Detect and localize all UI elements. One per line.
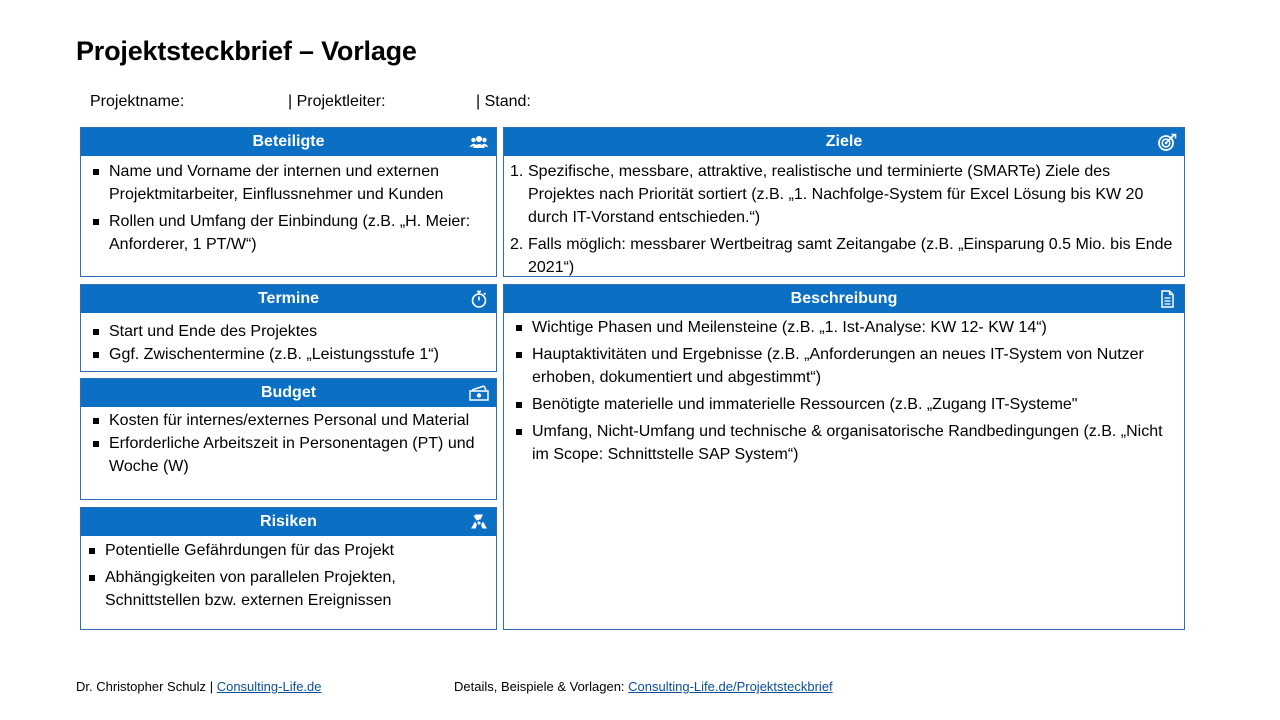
list-item: Umfang, Nicht-Umfang und technische & organisatorische Randbedingungen (z.B. „Nicht im Scope: Schnittstelle SAP System“) xyxy=(514,420,1176,466)
risiken-box xyxy=(80,507,497,630)
stopwatch-icon xyxy=(469,290,489,308)
author-name: Dr. Christopher Schulz xyxy=(76,679,207,694)
list-item: Start und Ende des Projektes xyxy=(91,320,488,343)
money-icon xyxy=(469,384,489,402)
footer-separator: | xyxy=(209,679,214,694)
details-link[interactable]: Consulting-Life.de/Projektsteckbrief xyxy=(628,679,833,694)
beteiligte-title: Beteiligte xyxy=(252,133,325,150)
beschreibung-header xyxy=(504,285,1184,313)
list-item: Ggf. Zwischentermine (z.B. „Leistungsstufe 1“) xyxy=(91,343,488,366)
beschreibung-title: Beschreibung xyxy=(790,290,898,307)
footer-author xyxy=(76,679,322,694)
people-icon xyxy=(469,133,489,151)
radiation-icon xyxy=(469,513,489,531)
budget-title: Budget xyxy=(260,384,317,401)
beteiligte-list xyxy=(91,160,488,256)
list-item: Hauptaktivitäten und Ergebnisse (z.B. „Anforderungen an neues IT-System von Nutzer erhoben, dokumentiert und abgestimmt“) xyxy=(514,343,1176,389)
projektname-label: Projektname: xyxy=(90,93,185,110)
ziele-header xyxy=(504,128,1184,156)
list-item xyxy=(510,160,1176,229)
beteiligte-box xyxy=(80,127,497,277)
details-label: Details, Beispiele & Vorlagen: xyxy=(454,679,625,694)
list-item: Abhängigkeiten von parallelen Projekten, Schnittstellen bzw. externen Ereignissen xyxy=(87,566,488,612)
termine-title: Termine xyxy=(257,290,320,307)
document-icon xyxy=(1157,290,1177,308)
list-item: Name und Vorname der internen und externen Projektmitarbeiter, Einflussnehmer und Kunden xyxy=(91,160,488,206)
beteiligte-header xyxy=(81,128,496,156)
footer-details xyxy=(454,679,833,694)
list-text: Spezifische, messbare, attraktive, realistische und terminierte (SMARTe) Ziele des Projektes nach Priorität sortiert (z.B. „1. Nachfolge-System für Excel Lösung bis KW 20 durch IT-Vorstand entschieden.“) xyxy=(528,163,1144,226)
list-number: 1. xyxy=(510,163,524,180)
stand-label: | Stand: xyxy=(476,93,531,110)
list-number: 2. xyxy=(510,236,524,253)
page-title: Projektsteckbrief – Vorlage xyxy=(76,36,417,66)
ziele-title: Ziele xyxy=(825,133,863,150)
budget-header xyxy=(81,379,496,407)
list-item: Benötigte materielle und immaterielle Ressourcen (z.B. „Zugang IT-Systeme" xyxy=(514,393,1176,416)
risiken-list xyxy=(87,539,488,612)
list-item: Rollen und Umfang der Einbindung (z.B. „H. Meier: Anforderer, 1 PT/W“) xyxy=(91,210,488,256)
projektleiter-label: | Projektleiter: xyxy=(288,93,386,110)
author-link[interactable]: Consulting-Life.de xyxy=(216,679,322,694)
termine-list xyxy=(91,320,488,366)
budget-list xyxy=(91,409,488,478)
list-item: Potentielle Gefährdungen für das Projekt xyxy=(87,539,488,562)
termine-box xyxy=(80,284,497,372)
termine-header xyxy=(81,285,496,313)
list-item: Wichtige Phasen und Meilensteine (z.B. „1. Ist-Analyse: KW 12- KW 14“) xyxy=(514,316,1176,339)
list-item: Kosten für internes/externes Personal und Material xyxy=(91,409,488,432)
list-text: Falls möglich: messbarer Wertbeitrag samt Zeitangabe (z.B. „Einsparung 0.5 Mio. bis Ende 2021“) xyxy=(528,236,1173,276)
risiken-header xyxy=(81,508,496,536)
beschreibung-box xyxy=(503,284,1185,630)
list-item xyxy=(510,233,1176,279)
risiken-title: Risiken xyxy=(260,513,317,530)
ziele-list xyxy=(510,160,1176,279)
ziele-box xyxy=(503,127,1185,277)
beschreibung-list xyxy=(514,316,1176,466)
target-icon xyxy=(1157,133,1177,151)
list-item: Erforderliche Arbeitszeit in Personentagen (PT) und Woche (W) xyxy=(91,432,488,478)
budget-box xyxy=(80,378,497,500)
